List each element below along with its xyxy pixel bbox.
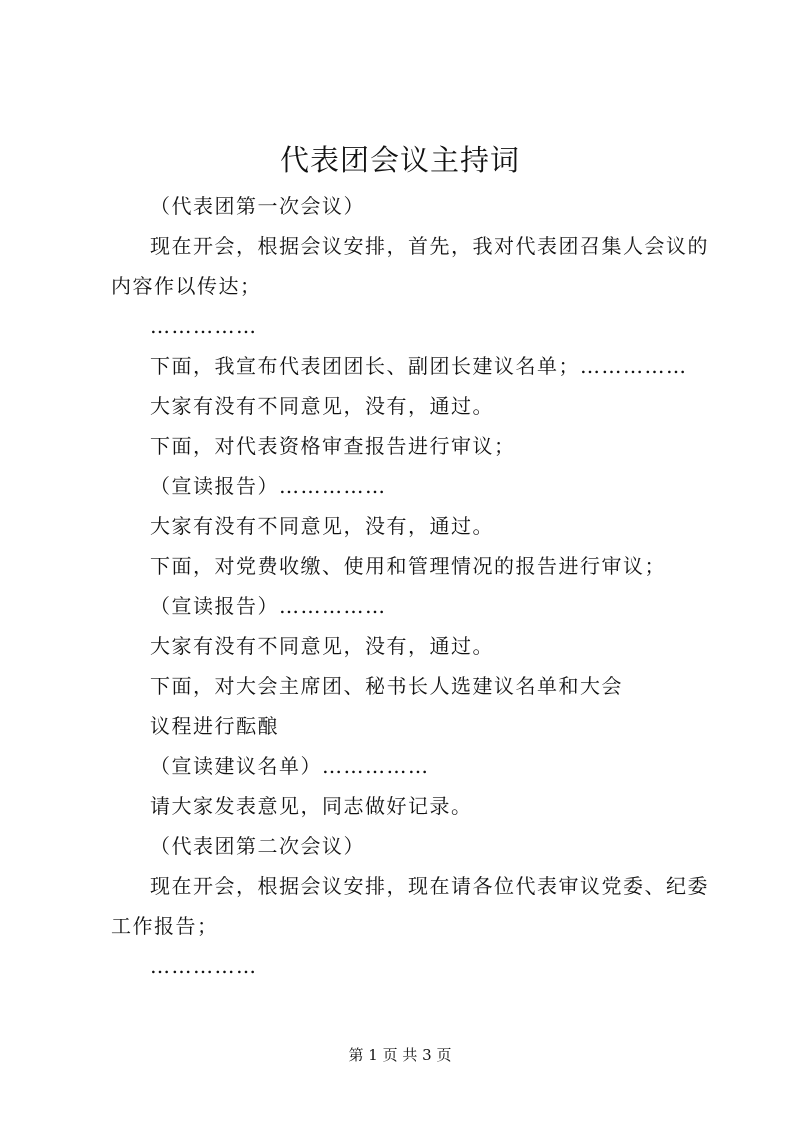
body-line-3: 内容作以传达；	[111, 274, 262, 298]
body-line-17: （代表团第二次会议）	[150, 834, 365, 858]
body-line-1: （代表团第一次会议）	[150, 194, 365, 218]
document-title: 代表团会议主持词	[279, 143, 520, 177]
body-line-13: 下面，对大会主席团、秘书长人选建议名单和大会	[150, 674, 623, 698]
body-line-8: （宣读报告）……………	[150, 474, 387, 498]
page-footer: 第 1 页 共 3 页	[348, 1046, 452, 1064]
body-line-15: （宣读建议名单）……………	[150, 754, 430, 778]
body-line-19: 工作报告；	[111, 914, 219, 938]
body-line-4: ……………	[150, 314, 258, 338]
body-line-10: 下面，对党费收缴、使用和管理情况的报告进行审议；	[150, 554, 666, 578]
body-line-9: 大家有没有不同意见，没有，通过。	[150, 514, 494, 538]
body-line-2: 现在开会，根据会议安排，首先，我对代表团召集人会议的	[150, 234, 709, 258]
body-line-14: 议程进行酝酿	[150, 714, 279, 738]
body-line-11: （宣读报告）……………	[150, 594, 387, 618]
body-line-5: 下面，我宣布代表团团长、副团长建议名单；……………	[150, 354, 688, 378]
body-line-12: 大家有没有不同意见，没有，通过。	[150, 634, 494, 658]
body-line-7: 下面，对代表资格审查报告进行审议；	[150, 434, 516, 458]
body-line-16: 请大家发表意见，同志做好记录。	[150, 794, 473, 818]
body-line-18: 现在开会，根据会议安排，现在请各位代表审议党委、纪委	[150, 874, 709, 898]
body-line-6: 大家有没有不同意见，没有，通过。	[150, 394, 494, 418]
body-line-20: ……………	[150, 954, 258, 978]
